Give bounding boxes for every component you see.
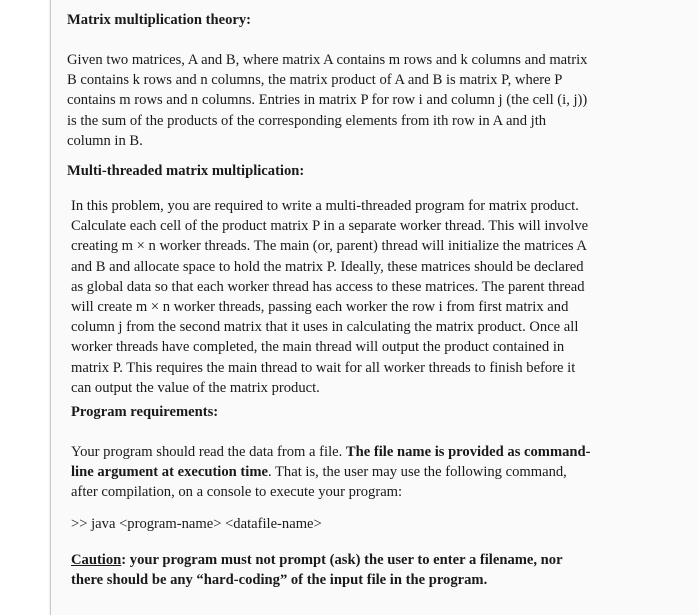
text-line: creating m × n worker threads. The main (or, parent) thread will initialize the matrices A bbox=[71, 238, 587, 255]
text-line: worker threads have completed, the main thread will output the product contained in bbox=[71, 339, 565, 356]
text-segment: . That is, the user may use the following command, bbox=[267, 464, 567, 481]
text-line: will create m × n worker threads, passing each worker the row i from first matrix and bbox=[71, 299, 569, 316]
text-line bbox=[71, 462, 591, 482]
caution-paragraph bbox=[71, 550, 563, 590]
command-example: >> java <program-name> <datafile-name> bbox=[71, 516, 322, 532]
heading-matrix-theory: Matrix multiplication theory: bbox=[67, 12, 252, 28]
text-line: as global data so that each worker thread has access to these matrices. The parent thread bbox=[71, 278, 585, 295]
bold-text-segment: : your program must not prompt (ask) the user to enter a filename, nor bbox=[121, 552, 563, 568]
text-line: contains m rows and n columns. Entries in matrix P for row i and column j (the cell (i, j)) bbox=[67, 92, 588, 109]
heading-program-requirements: Program requirements: bbox=[71, 404, 219, 420]
text-line: Calculate each cell of the product matrix P in a separate worker thread. This will involve bbox=[71, 218, 589, 235]
text-segment: Your program should read the data from a file. bbox=[71, 444, 346, 460]
text-line: Given two matrices, A and B, where matrix A contains m rows and k columns and matrix bbox=[67, 52, 588, 68]
bold-text-segment: The file name is provided as command- bbox=[345, 444, 591, 460]
text-line: matrix P. This requires the main thread to wait for all worker threads to finish before it bbox=[71, 359, 576, 376]
paragraph-requirements bbox=[71, 442, 591, 503]
text-line: In this problem, you are required to write a multi-threaded program for matrix product. bbox=[71, 198, 579, 214]
paragraph-theory bbox=[67, 50, 587, 151]
caution-label: Caution bbox=[71, 552, 122, 568]
bold-text-segment: line argument at execution time bbox=[71, 464, 268, 481]
text-line bbox=[71, 550, 563, 570]
text-line bbox=[71, 442, 591, 462]
text-line: is the sum of the products of the corresponding elements from ith row in A and jth bbox=[67, 112, 547, 129]
heading-multithreaded: Multi-threaded matrix multiplication: bbox=[67, 163, 305, 179]
text-line: column j from the second matrix that it uses in calculating the matrix product. Once all bbox=[71, 319, 579, 336]
text-line: column in B. bbox=[67, 132, 143, 149]
text-line: there should be any “hard-coding” of the input file in the program. bbox=[71, 572, 488, 589]
text-line: after compilation, on a console to execute your program: bbox=[71, 484, 403, 501]
text-line: B contains k rows and n columns, the matrix product of A and B is matrix P, where P bbox=[67, 72, 563, 89]
paragraph-multithreaded bbox=[71, 196, 588, 398]
document-page bbox=[50, 0, 699, 615]
text-line: and B and allocate space to hold the matrix P. Ideally, these matrices should be declared bbox=[71, 258, 584, 275]
text-line: can output the value of the matrix product. bbox=[71, 379, 320, 396]
